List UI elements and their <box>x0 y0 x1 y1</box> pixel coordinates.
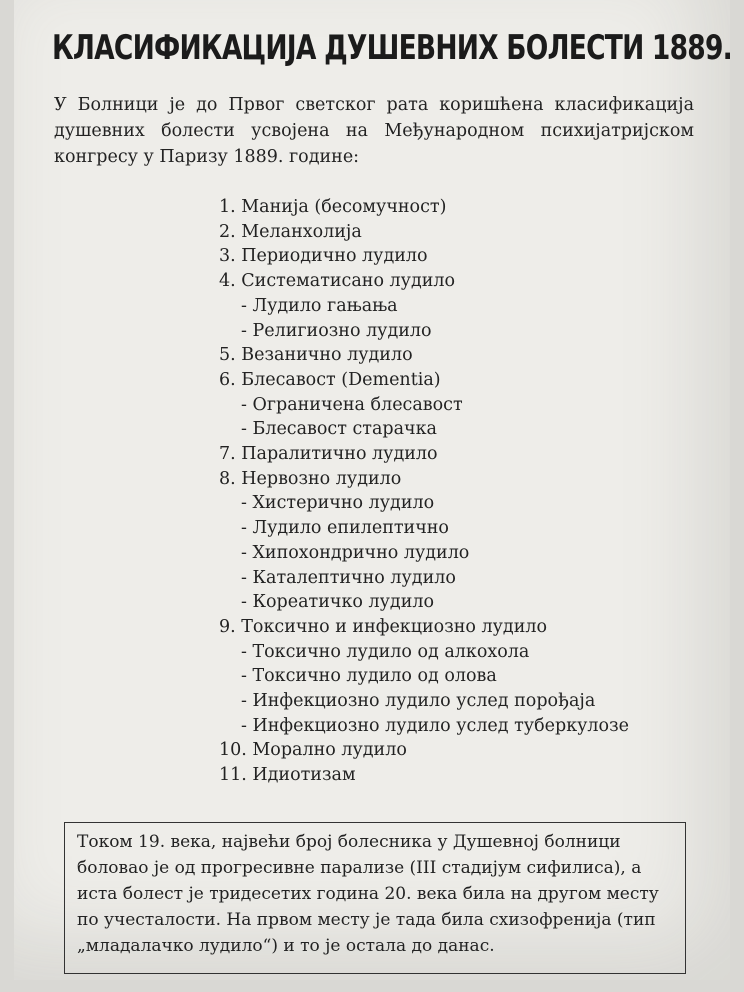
list-subitem: - Хистерично лудило <box>241 493 435 514</box>
list-subitem: - Ограничена блесавост <box>241 394 463 415</box>
list-subitem: - Хипохондрично лудило <box>241 542 470 563</box>
list-subitem: - Токсично лудило од олова <box>241 666 497 687</box>
note-box: Током 19. века, највећи број болесника у Душевној болници боловао је од прогресивне парализе (III стадијум сифилиса), а иста болест је тридесетих година 20. века била на другом месту по учесталости. На првом месту је тада била схизофренија (тип „младалачко лудило“) и то је остала до данас. <box>64 822 686 974</box>
list-item: 7. Паралитично лудило <box>219 444 438 465</box>
list-item: 1. Манија (бесомучност) <box>219 197 447 217</box>
list-item: 11. Идиотизам <box>219 765 356 786</box>
list-item: 2. Меланхолија <box>219 221 362 242</box>
list-item: 6. Блесавост (Dementia) <box>219 369 441 390</box>
list-subitem: - Каталептично лудило <box>241 567 456 588</box>
list-subitem: - Лудило гањања <box>241 295 398 316</box>
intro-paragraph: У Болници је до Првог светског рата коришћена класификација душевних болести усвојена на Међународном психијатријском конгресу у Паризу 1889. године: <box>54 95 694 167</box>
list-subitem: - Кореатичко лудило <box>241 592 435 613</box>
page-title: КЛАСИФИКАЦИЈА ДУШЕВНИХ БОЛЕСТИ 1889. <box>52 28 732 68</box>
poster <box>14 0 730 980</box>
list-item: 4. Систематисано лудило <box>219 271 456 292</box>
classification-list <box>219 195 629 788</box>
list-item: 9. Токсично и инфекциозно лудило <box>219 616 548 637</box>
list-subitem: - Инфекциозно лудило услед туберкулозе <box>241 715 629 736</box>
list-subitem: - Религиозно лудило <box>241 320 432 341</box>
list-item: 5. Везанично лудило <box>219 345 413 366</box>
list-item: 10. Морално лудило <box>219 740 407 761</box>
list-subitem: - Блесавост старачка <box>241 419 437 440</box>
list-item: 3. Периодично лудило <box>219 246 428 267</box>
list-subitem: - Лудило епилептично <box>241 518 449 539</box>
list-subitem: - Инфекциозно лудило услед порођаја <box>241 691 596 712</box>
list-item: 8. Нервозно лудило <box>219 468 402 489</box>
list-subitem: - Токсично лудило од алкохола <box>241 641 530 662</box>
